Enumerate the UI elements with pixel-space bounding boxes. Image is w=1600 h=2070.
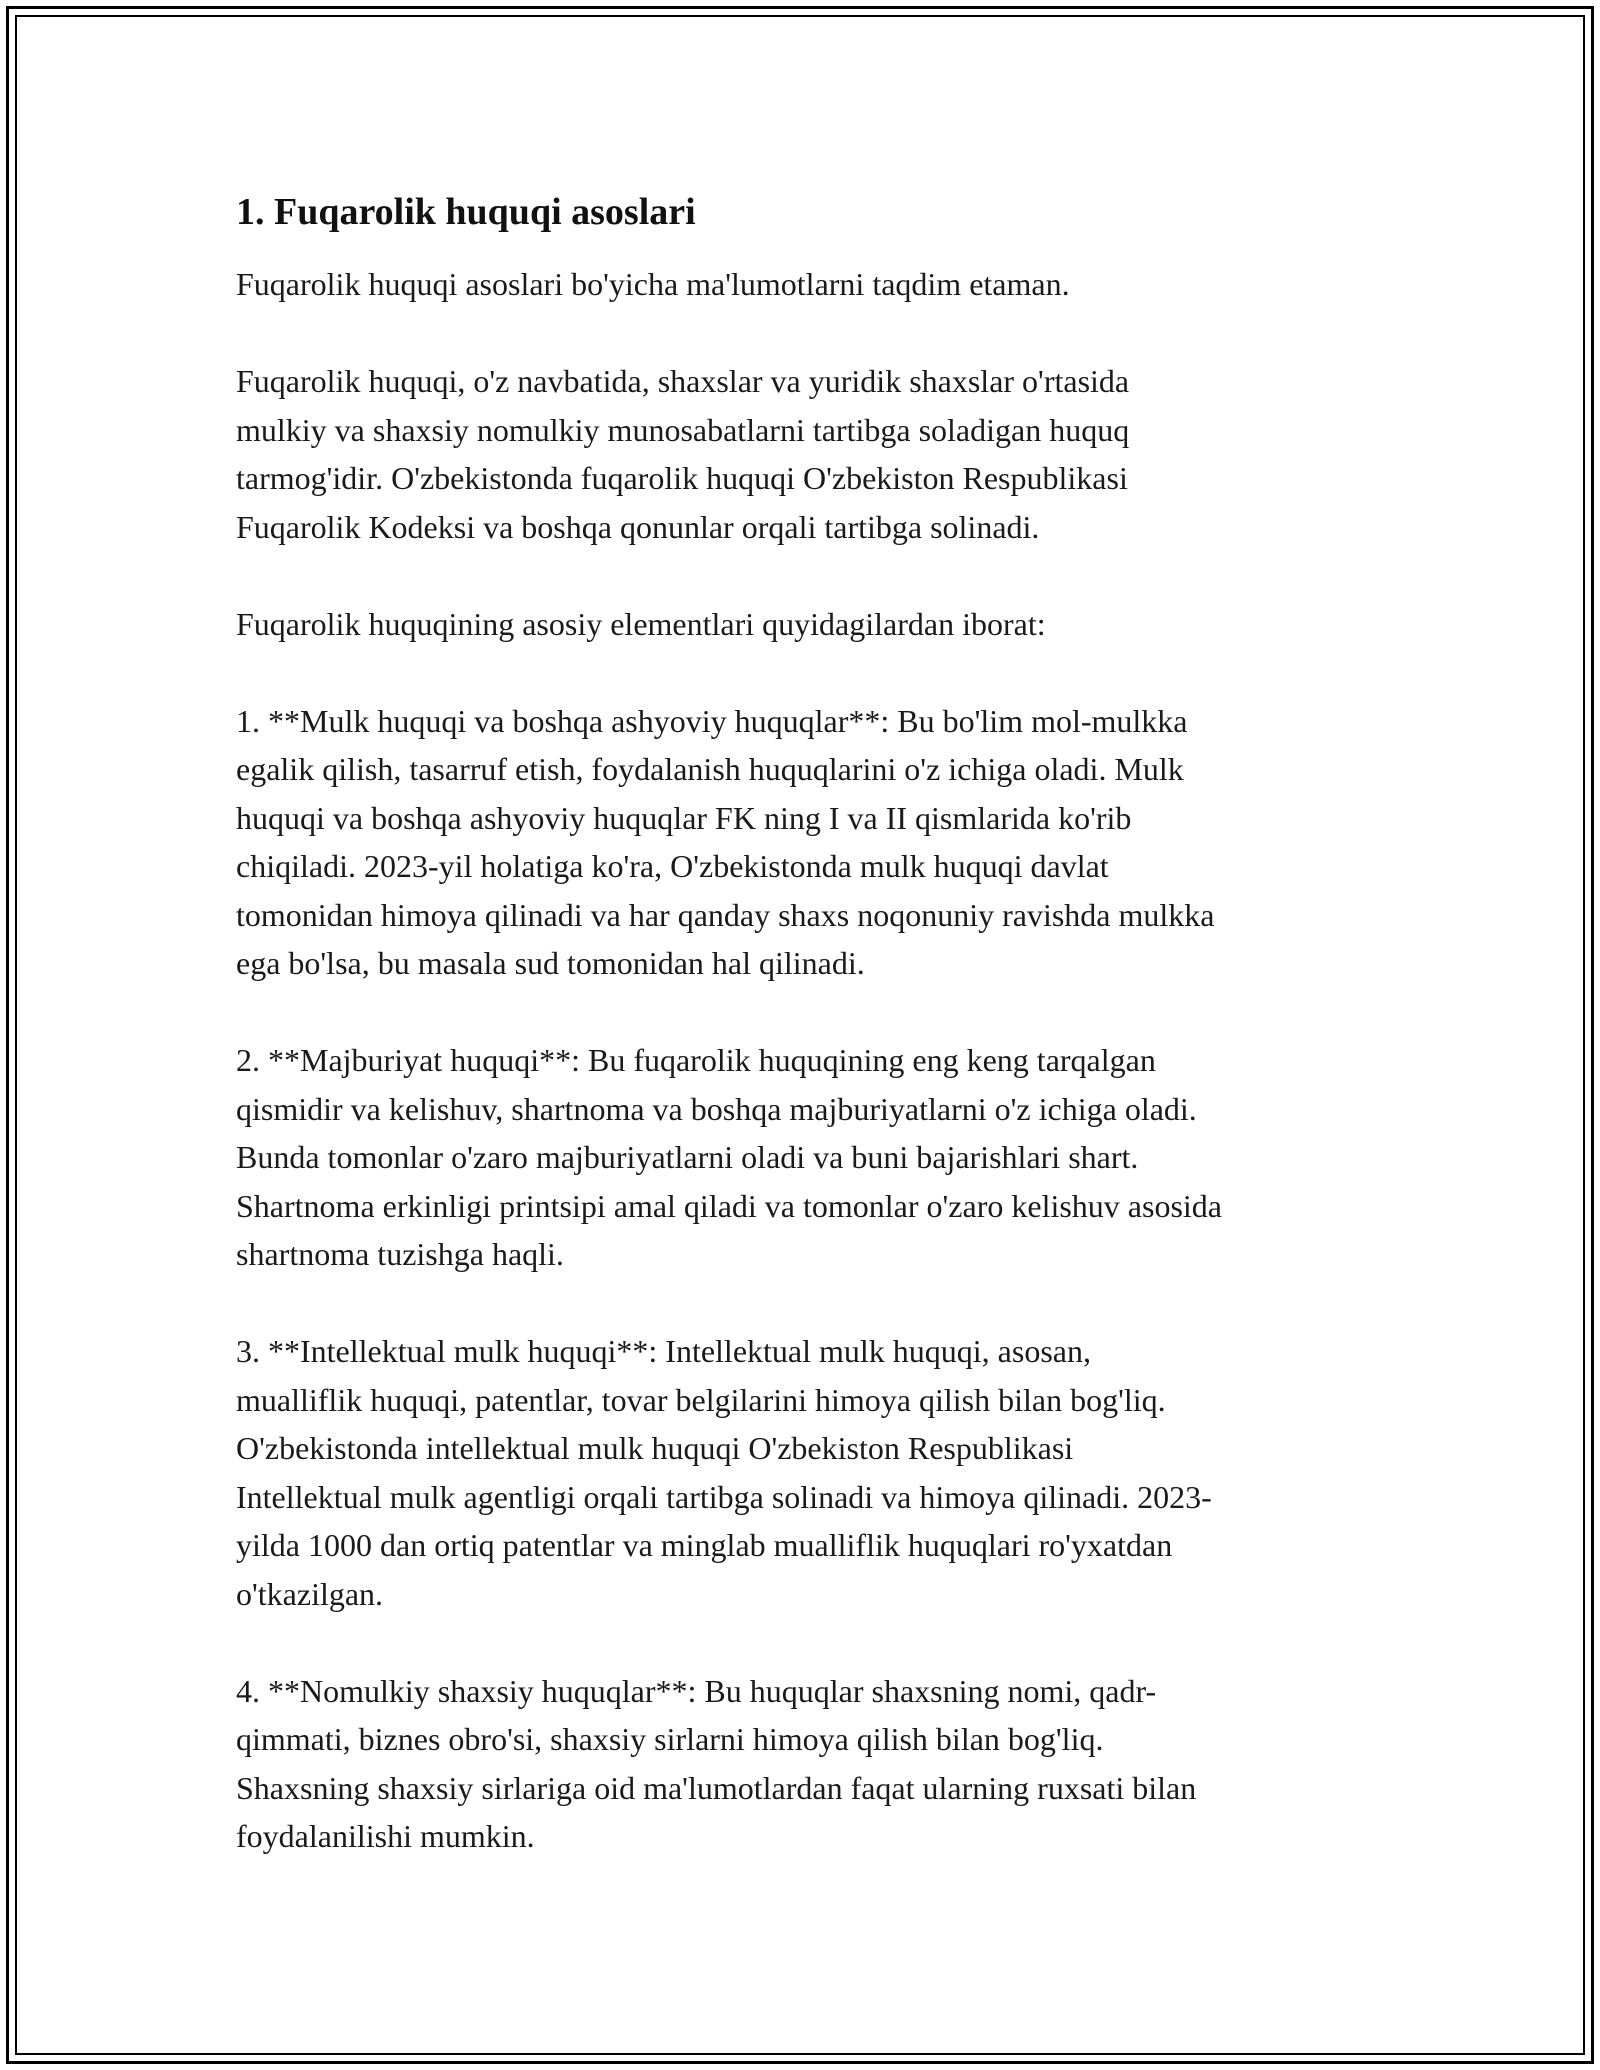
- paragraph: [236, 357, 1386, 551]
- paragraph-line: Fuqarolik Kodeksi va boshqa qonunlar orqali tartibga solinadi.: [236, 508, 1040, 545]
- paragraph-line: foydalanilishi mumkin.: [236, 1818, 535, 1854]
- paragraph: [236, 1327, 1386, 1618]
- paragraph-line: o'tkazilgan.: [236, 1575, 384, 1612]
- paragraph-line: mualliflik huquqi, patentlar, tovar belgilarini himoya qilish bilan bog'liq.: [236, 1381, 1166, 1418]
- paragraph: [236, 697, 1386, 988]
- paragraph-line: 2. **Majburiyat huquqi**: Bu fuqarolik huquqining eng keng tarqalgan: [236, 1042, 1156, 1078]
- paragraph-line: Bunda tomonlar o'zaro majburiyatlarni oladi va buni bajarishlari shart.: [236, 1139, 1139, 1175]
- paragraph-line: shartnoma tuzishga haqli.: [236, 1236, 564, 1272]
- paragraph-line: yilda 1000 dan ortiq patentlar va minglab mualliflik huquqlari ro'yxatdan: [236, 1527, 1173, 1563]
- document-body: [236, 186, 1386, 1909]
- paragraph-line: tarmog'idir. O'zbekistonda fuqarolik huquqi O'zbekiston Respublikasi: [236, 460, 1128, 496]
- paragraph: [236, 1667, 1386, 1861]
- paragraph-line: mulkiy va shaxsiy nomulkiy munosabatlarni tartibga soladigan huquq: [236, 411, 1130, 448]
- paragraph: [236, 600, 1386, 649]
- paragraph-list: [236, 260, 1386, 1861]
- paragraph-line: Fuqarolik huquqi, o'z navbatida, shaxslar va yuridik shaxslar o'rtasida: [236, 363, 1130, 399]
- paragraph-line: huquqi va boshqa ashyoviy huquqlar FK ning I va II qismlarida ko'rib: [236, 799, 1132, 836]
- paragraph-line: Shartnoma erkinligi printsipi amal qiladi va tomonlar o'zaro kelishuv asosida: [236, 1187, 1222, 1224]
- paragraph: [236, 260, 1386, 309]
- paragraph-line: ega bo'lsa, bu masala sud tomonidan hal qilinadi.: [236, 945, 865, 981]
- paragraph-line: qimmati, biznes obro'si, shaxsiy sirlarni himoya qilish bilan bog'liq.: [236, 1721, 1104, 1757]
- paragraph-line: 1. **Mulk huquqi va boshqa ashyoviy huquqlar**: Bu bo'lim mol-mulkka: [236, 702, 1188, 739]
- paragraph-line: Fuqarolik huquqi asoslari bo'yicha ma'lumotlarni taqdim etaman.: [236, 266, 1070, 302]
- paragraph-line: O'zbekistonda intellektual mulk huquqi O'zbekiston Respublikasi: [236, 1430, 1074, 1466]
- paragraph-line: egalik qilish, tasarruf etish, foydalanish huquqlarini o'z ichiga oladi. Mulk: [236, 751, 1184, 787]
- paragraph-line: tomonidan himoya qilinadi va har qanday shaxs noqonuniy ravishda mulkka: [236, 896, 1215, 933]
- paragraph-line: Intellektual mulk agentligi orqali tartibga solinadi va himoya qilinadi. 2023-: [236, 1478, 1212, 1515]
- paragraph-line: Shaxsning shaxsiy sirlariga oid ma'lumotlardan faqat ularning ruxsati bilan: [236, 1769, 1197, 1806]
- paragraph-line: qismidir va kelishuv, shartnoma va boshqa majburiyatlarni o'z ichiga oladi.: [236, 1090, 1197, 1127]
- document-title: 1. Fuqarolik huquqi asoslari: [236, 191, 696, 233]
- paragraph-line: 4. **Nomulkiy shaxsiy huquqlar**: Bu huquqlar shaxsning nomi, qadr-: [236, 1672, 1157, 1709]
- paragraph-line: 3. **Intellektual mulk huquqi**: Intellektual mulk huquqi, asosan,: [236, 1333, 1091, 1369]
- paragraph-line: Fuqarolik huquqining asosiy elementlari quyidagilardan iborat:: [236, 605, 1046, 642]
- paragraph-line: chiqiladi. 2023-yil holatiga ko'ra, O'zbekistonda mulk huquqi davlat: [236, 848, 1109, 884]
- paragraph: [236, 1036, 1386, 1279]
